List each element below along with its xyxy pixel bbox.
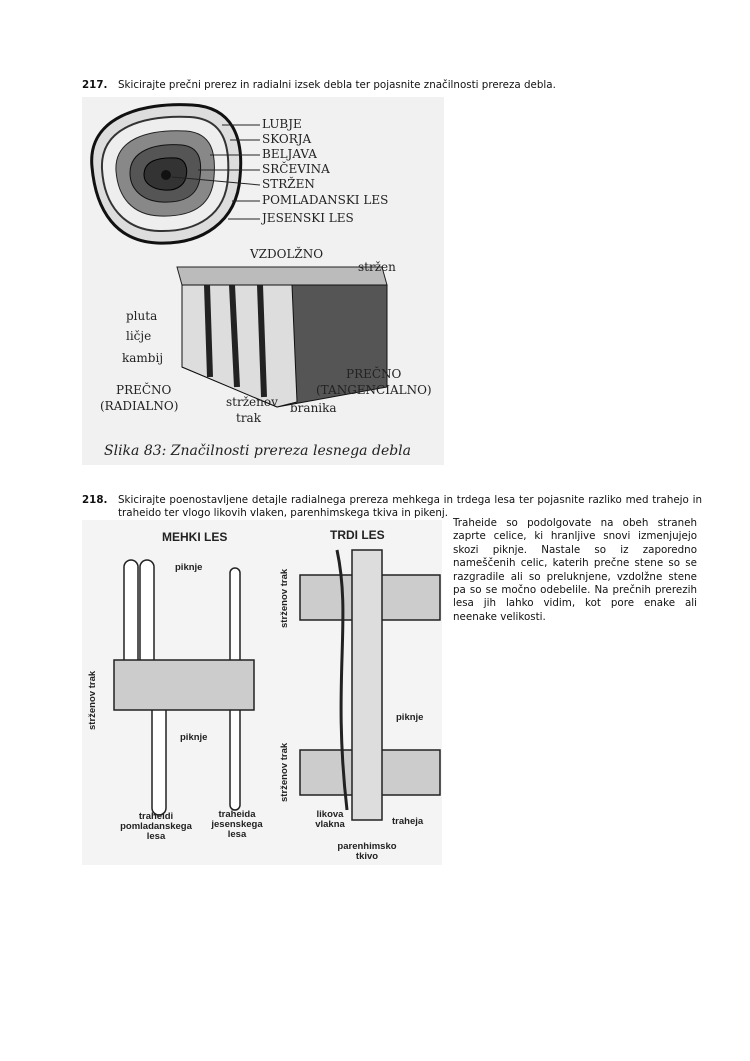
question-217 bbox=[82, 79, 702, 92]
label-piknje-1: piknje bbox=[175, 562, 203, 573]
answer-text: Traheide so podolgovate na obeh straneh zaprte celice, ki hranljive snovi izmenjujejo skozi piknje. Nastale so iz zaporedno nameščenih celic, katerih prečne stene so se razgradile ali so preluknjene, vzdolžne stene pa so se močno odebelile. Na prečnih prerezih lesa jih lahko vidim, kot pore enake ali neenake velikosti. bbox=[453, 517, 697, 623]
label-precno-radialno: PREČNO bbox=[116, 383, 172, 397]
figure-trunk-cross-section bbox=[82, 97, 444, 465]
label-strzenov-trak-3: strženov trak bbox=[279, 742, 290, 802]
label-traheida: traheida jesenskega lesa bbox=[211, 809, 263, 840]
label-strzen-small: stržen bbox=[358, 260, 396, 274]
label-strzenov-trak-1: strženov trak bbox=[87, 670, 98, 730]
label-strzenov: strženov bbox=[226, 395, 278, 409]
figure-wood-details bbox=[82, 520, 442, 865]
figure-caption: Slika 83: Značilnosti prereza lesnega debla bbox=[104, 443, 412, 459]
label-mehki-les: MEHKI LES bbox=[162, 530, 228, 544]
label-piknje-2: piknje bbox=[180, 732, 208, 743]
label-traheidi: traheidi pomladanskega lesa bbox=[120, 811, 192, 842]
label-vzdolzno: VZDOLŽNO bbox=[250, 247, 324, 261]
question-number: 218. bbox=[82, 494, 108, 506]
cross-section-rings bbox=[92, 105, 241, 243]
label-lubje: LUBJE bbox=[262, 117, 302, 131]
label-strzen: STRŽEN bbox=[262, 177, 315, 191]
question-number: 217. bbox=[82, 79, 108, 91]
label-radialno: (RADIALNO) bbox=[100, 399, 179, 413]
label-jesenski-les: JESENSKI LES bbox=[262, 211, 354, 225]
label-likova-vlakna: likova vlakna bbox=[315, 809, 345, 830]
label-beljava: BELJAVA bbox=[262, 147, 317, 161]
question-text: Skicirajte prečni prerez in radialni izsek debla ter pojasnite značilnosti prereza debla. bbox=[118, 79, 556, 91]
label-parenhimsko-tkivo: parenhimsko tkivo bbox=[337, 841, 397, 862]
label-pomladanski-les: POMLADANSKI LES bbox=[262, 193, 389, 207]
label-traheja: traheja bbox=[392, 816, 424, 827]
label-pluta: pluta bbox=[126, 309, 158, 323]
label-precno-tang: PREČNO bbox=[346, 367, 402, 381]
label-tangencialno: (TANGENCIALNO) bbox=[316, 383, 432, 397]
label-kambij: kambij bbox=[122, 351, 164, 365]
label-srcevina: SRČEVINA bbox=[262, 162, 330, 176]
label-piknje-3: piknje bbox=[396, 712, 424, 723]
label-trdi-les: TRDI LES bbox=[330, 528, 385, 542]
label-skorja: SKORJA bbox=[262, 132, 312, 146]
label-strzenov-trak-2: strženov trak bbox=[279, 568, 290, 628]
label-licje: ličje bbox=[126, 329, 152, 343]
label-trak: trak bbox=[236, 411, 261, 425]
label-branika: branika bbox=[290, 401, 337, 415]
question-text: Skicirajte poenostavljene detajle radialnega prereza mehkega in trdega lesa ter pojasnite razliko med trahejo in traheido ter vlogo likovih vlaken, parenhimskega tkiva in pikenj. bbox=[118, 494, 702, 519]
